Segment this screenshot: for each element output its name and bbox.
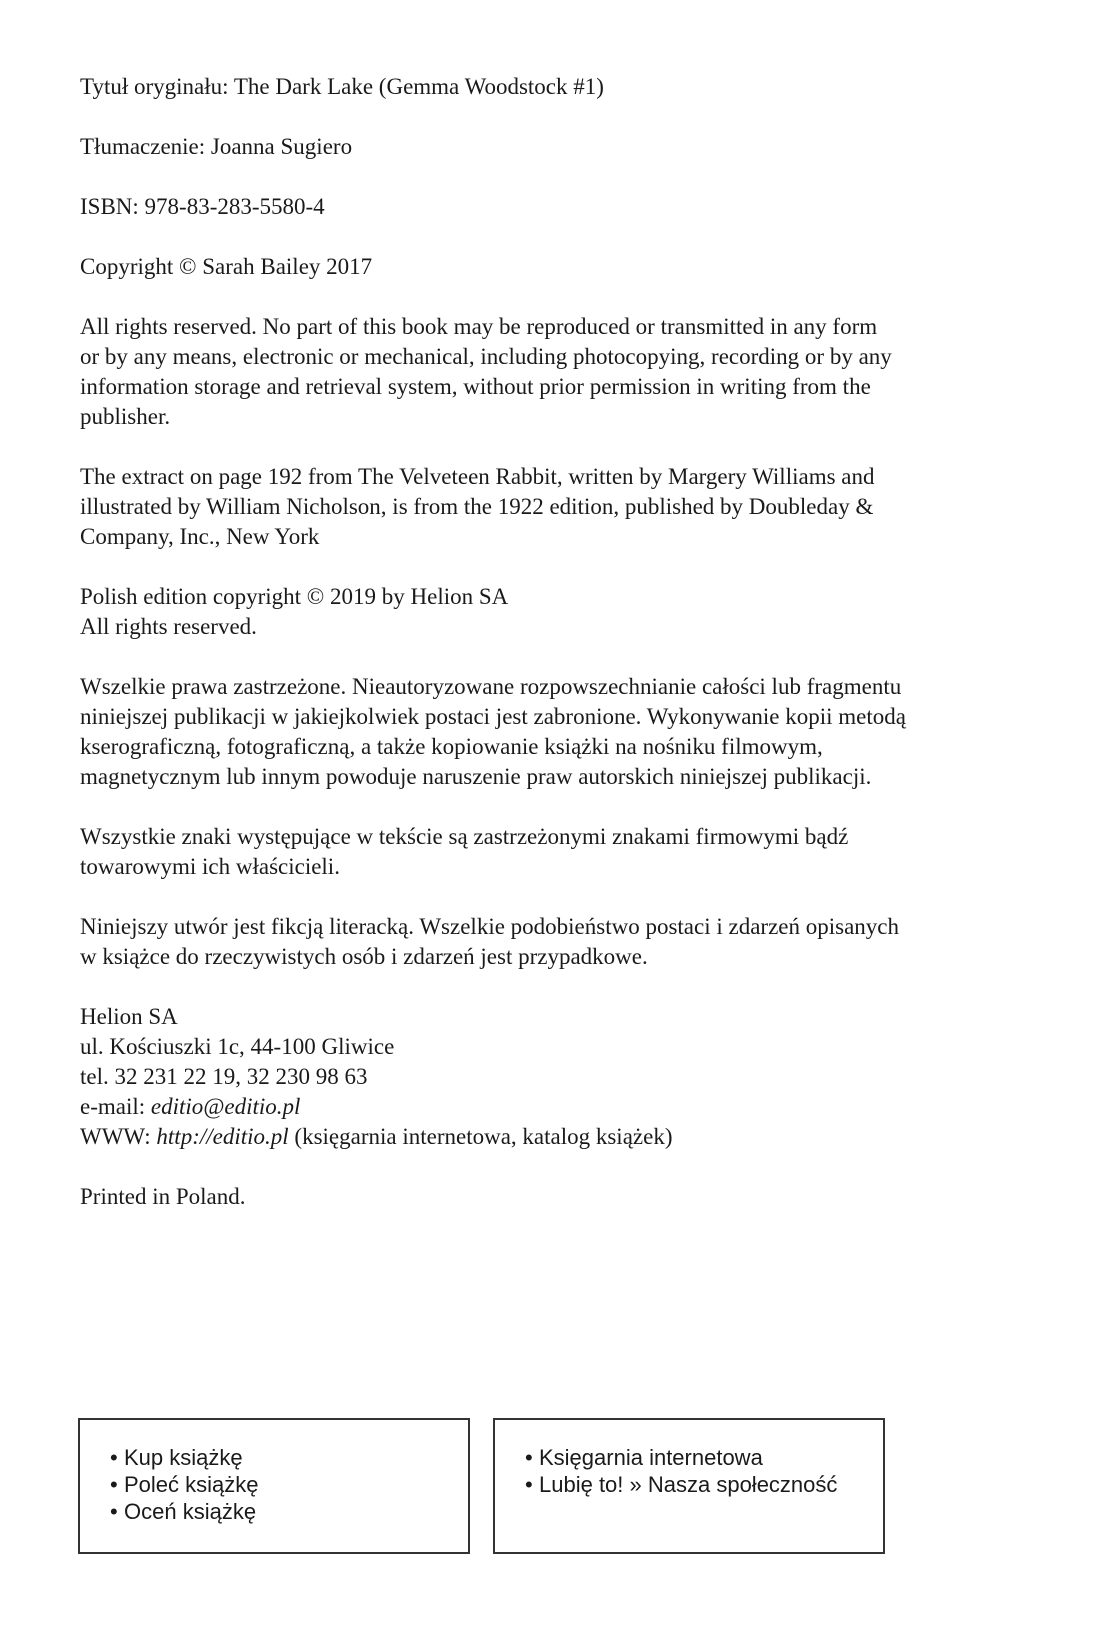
publisher-address: ul. Kościuszki 1c, 44-100 Gliwice <box>80 1034 395 1059</box>
original-title: Tytuł oryginału: The Dark Lake (Gemma Woodstock #1) <box>80 74 604 99</box>
book-actions-list <box>80 1420 468 1525</box>
bullet-icon: • <box>110 1445 118 1470</box>
text-line: All rights reserved. No part of this book may be reproduced or transmitted in any form <box>80 314 878 339</box>
publisher-www-line <box>80 1122 1020 1152</box>
rights-notice-en <box>80 312 1020 432</box>
copyright: Copyright © Sarah Bailey 2017 <box>80 254 373 279</box>
www-suffix: (księgarnia internetowa, katalog książek) <box>288 1124 673 1149</box>
rights-notice-pl <box>80 672 1020 792</box>
publisher-info <box>80 1002 1020 1152</box>
rate-book-link[interactable]: • Oceń książkę <box>110 1499 257 1524</box>
text-line: Wszelkie prawa zastrzeżone. Nieautoryzowane rozpowszechnianie całości lub fragmentu <box>80 674 902 699</box>
text-line: magnetycznym lub innym powoduje naruszenie praw autorskich niniejszej publikacji. <box>80 764 872 789</box>
extract-note <box>80 462 1020 552</box>
isbn: ISBN: 978-83-283-5580-4 <box>80 194 325 219</box>
text-line: Polish edition copyright © 2019 by Helion SA <box>80 584 509 609</box>
community-link[interactable]: • Lubię to! » Nasza społeczność <box>525 1472 838 1497</box>
polish-edition-copyright <box>80 582 1020 642</box>
bullet-icon: • <box>110 1472 118 1497</box>
publisher-name: Helion SA <box>80 1004 178 1029</box>
colophon-page <box>80 72 1020 1242</box>
fiction-note <box>80 912 1020 972</box>
text-line: information storage and retrieval system, without prior permission in writing from the <box>80 374 871 399</box>
trademarks-note <box>80 822 1020 882</box>
text-line: Niniejszy utwór jest fikcją literacką. Wszelkie podobieństwo postaci i zdarzeń opisanych <box>80 914 900 939</box>
book-actions-box <box>78 1418 470 1554</box>
publisher-email-line <box>80 1092 1020 1122</box>
text-line: niniejszej publikacji w jakiejkolwiek postaci jest zabronione. Wykonywanie kopii metodą <box>80 704 906 729</box>
publisher-phone: tel. 32 231 22 19, 32 230 98 63 <box>80 1064 368 1089</box>
text-line: The extract on page 192 from The Velveteen Rabbit, written by Margery Williams and <box>80 464 875 489</box>
text-line: Company, Inc., New York <box>80 524 320 549</box>
bullet-icon: • <box>525 1445 533 1470</box>
text-line: All rights reserved. <box>80 614 257 639</box>
buy-book-link[interactable]: • Kup książkę <box>110 1445 243 1470</box>
printed-in: Printed in Poland. <box>80 1184 246 1209</box>
www-label: WWW: <box>80 1124 157 1149</box>
recommend-book-link[interactable]: • Poleć książkę <box>110 1472 259 1497</box>
online-bookstore-link[interactable]: • Księgarnia internetowa <box>525 1445 763 1470</box>
www-link[interactable]: http://editio.pl <box>156 1124 289 1149</box>
store-links-list <box>495 1420 883 1498</box>
bullet-icon: • <box>110 1499 118 1524</box>
bullet-icon: • <box>525 1472 533 1497</box>
text-line: illustrated by William Nicholson, is from the 1922 edition, published by Doubleday & <box>80 494 874 519</box>
text-line: kserograficzną, fotograficzną, a także kopiowanie książki na nośniku filmowym, <box>80 734 823 759</box>
email-label: e-mail: <box>80 1094 151 1119</box>
text-line: Wszystkie znaki występujące w tekście są zastrzeżonymi znakami firmowymi bądź <box>80 824 849 849</box>
text-line: publisher. <box>80 404 171 429</box>
store-links-box <box>493 1418 885 1554</box>
translator: Tłumaczenie: Joanna Sugiero <box>80 134 353 159</box>
email-link[interactable]: editio@editio.pl <box>150 1094 301 1119</box>
text-line: or by any means, electronic or mechanical, including photocopying, recording or by any <box>80 344 892 369</box>
text-line: towarowymi ich właścicieli. <box>80 854 340 879</box>
text-line: w książce do rzeczywistych osób i zdarzeń jest przypadkowe. <box>80 944 648 969</box>
